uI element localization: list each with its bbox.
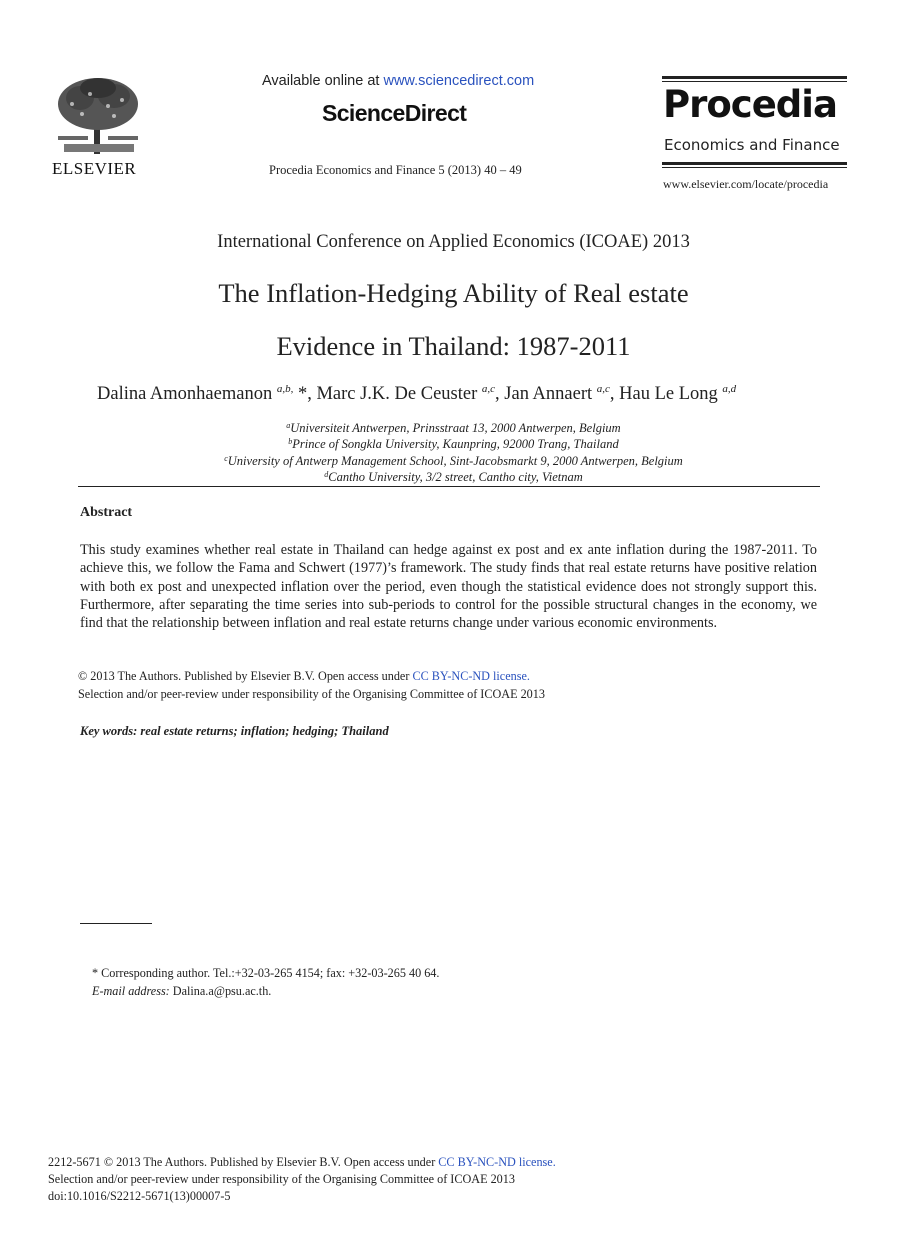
author-affil-sup: a,b,: [276, 383, 294, 395]
procedia-top-rule-thin: [662, 81, 847, 82]
author-name: Marc J.K. De Ceuster: [316, 384, 482, 404]
author-separator: ,: [609, 384, 620, 404]
corresponding-mark: *: [293, 384, 308, 404]
corresponding-author-note: * Corresponding author. Tel.:+32-03-265 4154; fax: +32-03-265 40 64.: [92, 966, 440, 980]
peer-review-line: Selection and/or peer-review under responsibility of the Organising Committee of ICOAE 2013: [78, 687, 545, 701]
paper-title-line2: Evidence in Thailand: 1987-2011: [276, 331, 631, 361]
sciencedirect-brand: ScienceDirect: [322, 100, 467, 126]
author-list: [97, 383, 736, 405]
procedia-title: Procedia: [663, 83, 837, 126]
email-label: E-mail address:: [92, 984, 170, 998]
keywords: Key words: real estate returns; inflation; hedging; Thailand: [80, 724, 389, 738]
abstract-heading: Abstract: [80, 505, 133, 520]
doi[interactable]: doi:10.1016/S2212-5671(13)00007-5: [48, 1189, 231, 1203]
procedia-bottom-rule-thin: [662, 167, 847, 168]
journal-reference: Procedia Economics and Finance 5 (2013) 40 – 49: [269, 163, 522, 177]
author-affil-sup: a,c: [481, 383, 496, 395]
author-affil-sup: a,d: [722, 383, 737, 395]
author-separator: ,: [495, 384, 505, 404]
email-address[interactable]: Dalina.a@psu.ac.th.: [169, 984, 272, 998]
author-name: Jan Annaert: [504, 384, 597, 404]
bottom-peer-review: Selection and/or peer-review under responsibility of the Organising Committee of ICOAE 2013: [48, 1172, 515, 1186]
affiliation-d: $^d$Cantho University, 3/2 street, Cantho city, Vietnam: [324, 470, 583, 484]
author-affil-sup: a,c: [596, 383, 610, 395]
paper-title-line1: The Inflation-Hedging Ability of Real estate: [218, 278, 689, 308]
copyright-line: © 2013 The Authors. Published by Elsevier B.V. Open access under CC BY-NC-ND license.: [78, 669, 530, 683]
email-note: [92, 984, 271, 999]
header-divider: [78, 486, 820, 487]
abstract-text: This study examines whether real estate in Thailand can hedge against ex post and ex ante inflation during the 1987-2011. To achieve this, we follow the Fama and Schwert (1977)’s framework. The study finds that real estate returns have positive relation with both ex post and unexpected inflation over the period, even though the statistical evidence does not strongly support this. Furthermore, after separating the time series into sub-periods to control for the possible structural changes in the economy, we find that the relationship between inflation and real estate returns change under various economic environments.: [80, 542, 817, 632]
procedia-url[interactable]: www.elsevier.com/locate/procedia: [663, 177, 829, 191]
procedia-bottom-rule: [662, 162, 847, 165]
affiliation-b: $^b$Prince of Songkla University, Kaunpring, 92000 Trang, Thailand: [288, 437, 619, 451]
author-name: Dalina Amonhaemanon: [97, 384, 277, 404]
bottom-license-link[interactable]: CC BY-NC-ND license.: [438, 1155, 556, 1169]
sciencedirect-link[interactable]: www.sciencedirect.com: [383, 73, 535, 89]
conference-name: International Conference on Applied Economics (ICOAE) 2013: [217, 232, 690, 252]
issn-copyright: 2212-5671 © 2013 The Authors. Published by Elsevier B.V. Open access under CC BY-NC-ND license.: [48, 1155, 556, 1169]
available-online: Available online at www.sciencedirect.com: [262, 73, 535, 89]
procedia-subtitle: Economics and Finance: [664, 136, 840, 154]
author-separator: ,: [307, 384, 317, 404]
affiliation-a: $^a$Universiteit Antwerpen, Prinsstraat 13, 2000 Antwerpen, Belgium: [286, 421, 621, 435]
procedia-top-rule: [662, 76, 847, 79]
affiliation-c: $^c$University of Antwerp Management School, Sint-Jacobsmarkt 9, 2000 Antwerpen, Belgium: [224, 454, 683, 468]
license-link[interactable]: CC BY-NC-ND license.: [412, 669, 530, 683]
footnote-rule: [80, 923, 152, 924]
author-name: Hau Le Long: [619, 384, 723, 404]
elsevier-wordmark: ELSEVIER: [52, 159, 137, 178]
